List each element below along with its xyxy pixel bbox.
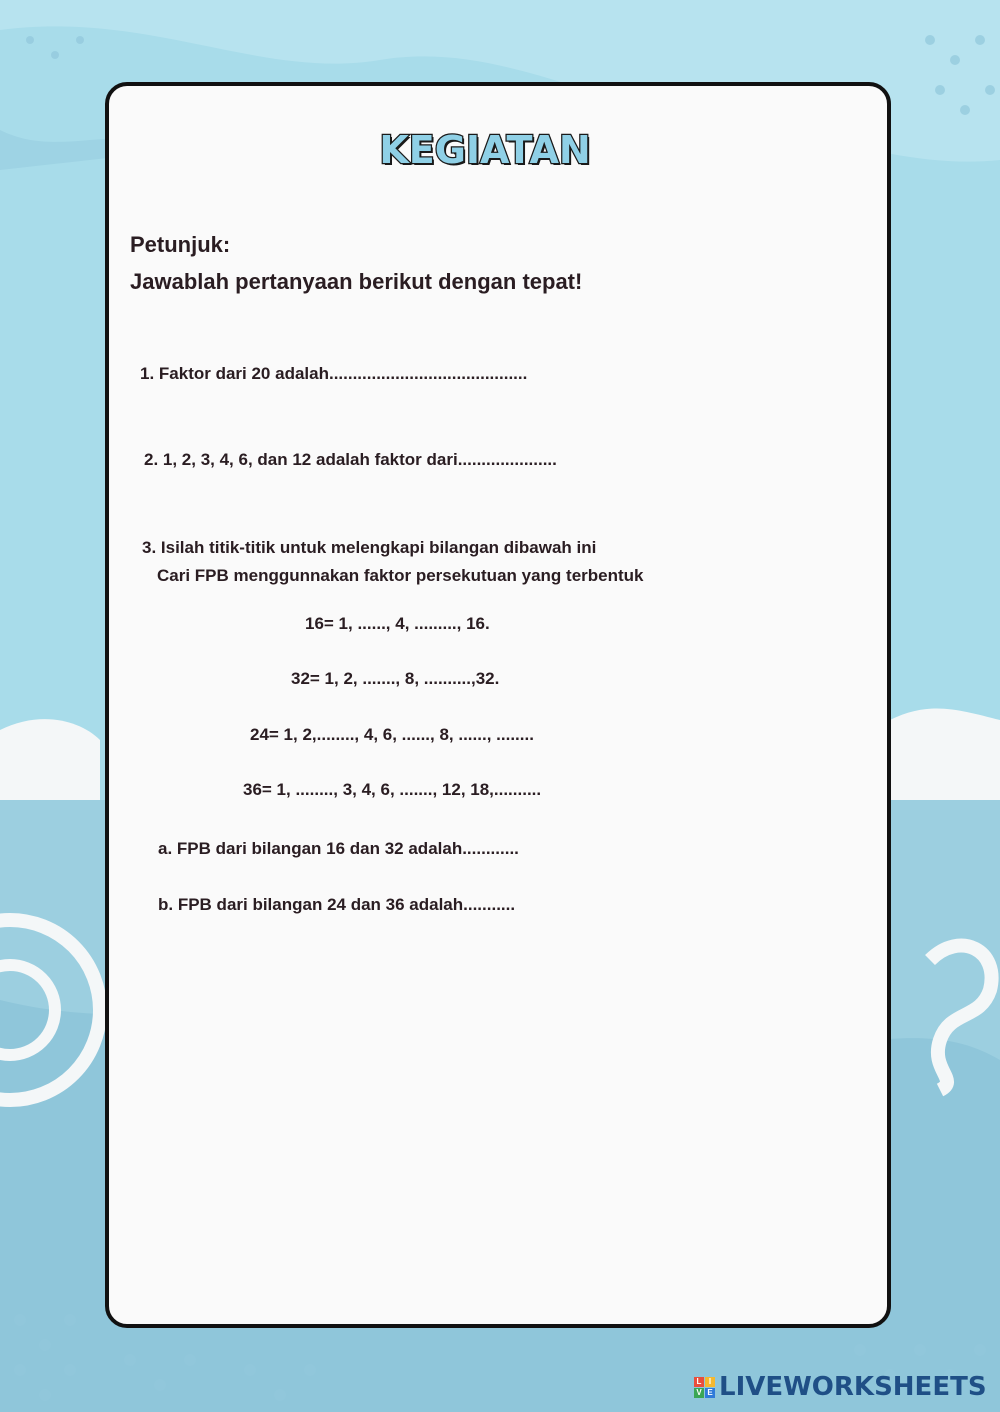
instructions-text: Jawablah pertanyaan berikut dengan tepat! [130,269,583,294]
instructions-label: Petunjuk: [130,232,231,257]
logo-mark-letter: I [705,1377,715,1387]
question-2: 2. 1, 2, 3, 4, 6, dan 12 adalah faktor dari..................... [144,450,557,469]
question-3b: b. FPB dari bilangan 24 dan 36 adalah........... [158,895,516,914]
page-title: KEGIATAN [379,128,591,172]
factor-row-36: 36= 1, ........, 3, 4, 6, ......., 12, 18,.......... [243,780,542,799]
logo-mark-letter: L [694,1377,704,1387]
factor-row-16: 16= 1, ......, 4, ........., 16. [305,614,490,633]
logo-mark-icon [694,1377,715,1398]
logo-mark-letter: E [705,1388,715,1398]
question-1: 1. Faktor dari 20 adalah.......................................... [140,364,528,383]
logo-text: LIVEWORKSHEETS [719,1372,987,1402]
question-3-line-2: Cari FPB menggunnakan faktor persekutuan yang terbentuk [157,566,644,585]
liveworksheets-logo[interactable] [694,1370,987,1404]
question-3-line-1: 3. Isilah titik-titik untuk melengkapi bilangan dibawah ini [142,538,597,557]
logo-mark-letter: V [694,1388,704,1398]
factor-row-24: 24= 1, 2,........, 4, 6, ......, 8, ......, ........ [250,725,534,744]
factor-row-32: 32= 1, 2, ......., 8, ..........,32. [291,669,500,688]
question-3a: a. FPB dari bilangan 16 dan 32 adalah............ [158,839,519,858]
